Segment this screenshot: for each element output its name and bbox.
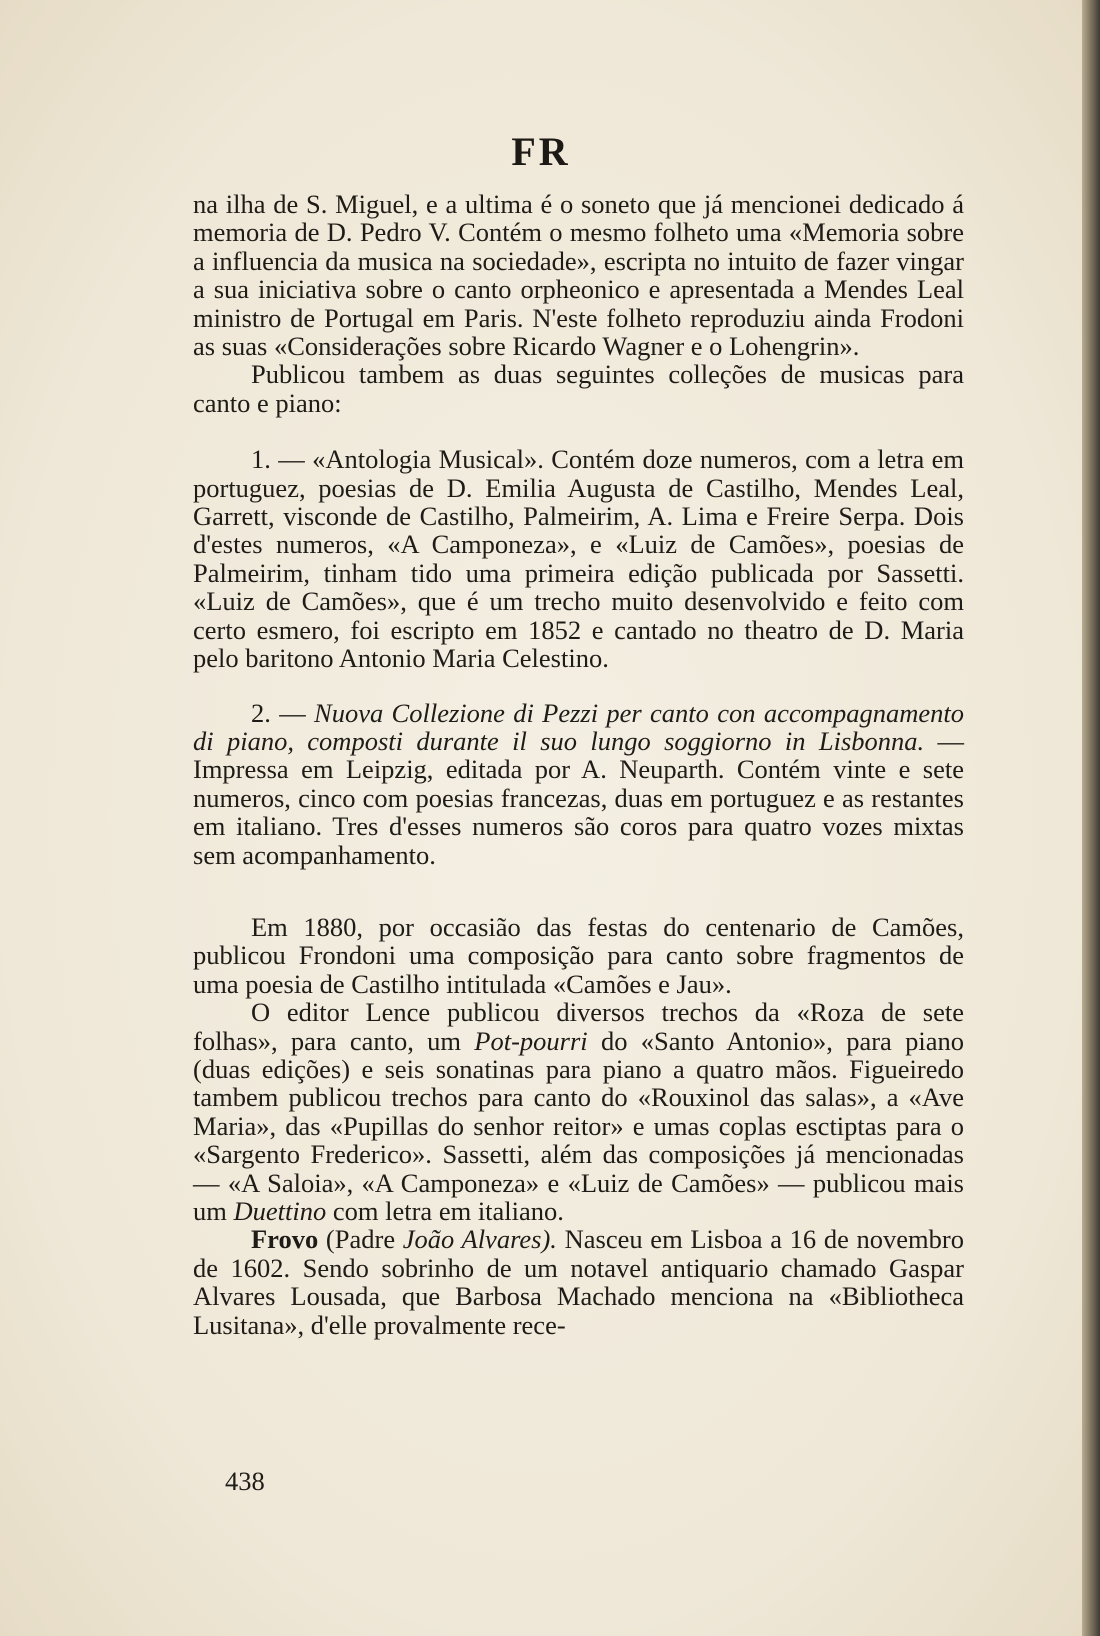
entry-text-b: Nasceu em Lisboa a 16 de novembro de 1602. Sendo sobrinho de um notavel antiquario chamado Gaspar Alvares Lousada, que Barbosa Machado menciona na «Bibliotheca Lusitana», d'elle provalmente rece- — [193, 1224, 964, 1340]
running-header: FR — [511, 129, 571, 174]
editors-text-c: com letra em italiano. — [326, 1196, 564, 1226]
paragraph-editors — [193, 998, 964, 1225]
entry-given-name: João Alvares). — [402, 1224, 557, 1255]
editors-text-b: do «Santo Antonio», para piano (duas edições) e seis sonatinas para piano a quatro mãos. Figueiredo tambem publicou trechos para canto do «Rouxinol das salas», a «Ave Maria», das «Pupillas do senhor reitor» e umas coplas esctiptas para o «Sargento Frederico». Sassetti, além das composições já mencionadas — «A Saloia», «A Camponeza» e «Luiz de Camões» — publicou mais um — [193, 1025, 964, 1226]
list-item-2-description: — Impressa em Leipzig, editada por A. Neuparth. Contém vinte e sete numeros, cinco com poesias francezas, duas em portuguez e as restantes em italiano. Tres d'esses numeros são coros para quatro vozes mixtas sem acompanhamento. — [193, 725, 965, 870]
entry-text-a: (Padre — [318, 1224, 403, 1255]
list-item-2-number: 2. — — [251, 697, 315, 728]
duettino-title: Duettino — [233, 1196, 327, 1226]
paragraph-camoes: Em 1880, por occasião das festas do centenario de Camões, publicou Frondoni uma composição para canto sobre fragmentos de uma poesia de Castilho intitulada «Camões e Jau». — [193, 911, 964, 999]
entry-frovo — [193, 1225, 964, 1339]
list-item-2 — [193, 699, 964, 869]
paragraph-2: Publicou tambem as duas seguintes colleções de musicas para canto e piano: — [193, 359, 964, 418]
paragraph-1: na ilha de S. Miguel, e a ultima é o soneto que já mencionei dedicado á memoria de D. Pedro V. Contém o mesmo folheto uma «Memoria sobre a influencia da musica na sociedade», escripta no intuito de fazer vingar a sua iniciativa sobre o canto orpheonico e apresentada a Mendes Leal ministro de Portugal em Paris. N'este folheto reproduziu ainda Frodoni as suas «Considerações sobre Ricardo Wagner e o Lohengrin». — [193, 189, 964, 362]
editors-text-a: O editor Lence publicou diversos trechos da «Roza de sete folhas», para canto, um — [193, 997, 964, 1056]
page-number: 438 — [225, 1466, 265, 1496]
list-item-2-title: Nuova Collezione di Pezzi per canto con accompagnamento di piano, composti durante il suo lungo soggiorno in Lisbonna. — [193, 697, 965, 756]
potpourri-title: Pot-pourri — [474, 1025, 588, 1056]
page-edge-shadow — [1082, 0, 1100, 1636]
entry-headword: Frovo — [251, 1224, 319, 1255]
list-item-1: 1. — «Antologia Musical». Contém doze numeros, com a letra em portuguez, poesias de D. Emilia Augusta de Castilho, Mendes Leal, Garrett, visconde de Castilho, Palmeirim, A. Lima e Freire Serpa. Dois d'estes numeros, «A Camponeza», e «Luiz de Camões», poesias de Palmeirim, tinham tido uma primeira edição publicada por Sassetti. «Luiz de Camões», que é um trecho muito desenvolvido e feito com certo esmero, foi escripto em 1852 e cantado no theatro de D. Maria pelo baritono Antonio Maria Celestino. — [193, 444, 964, 674]
body-text — [193, 190, 964, 1339]
